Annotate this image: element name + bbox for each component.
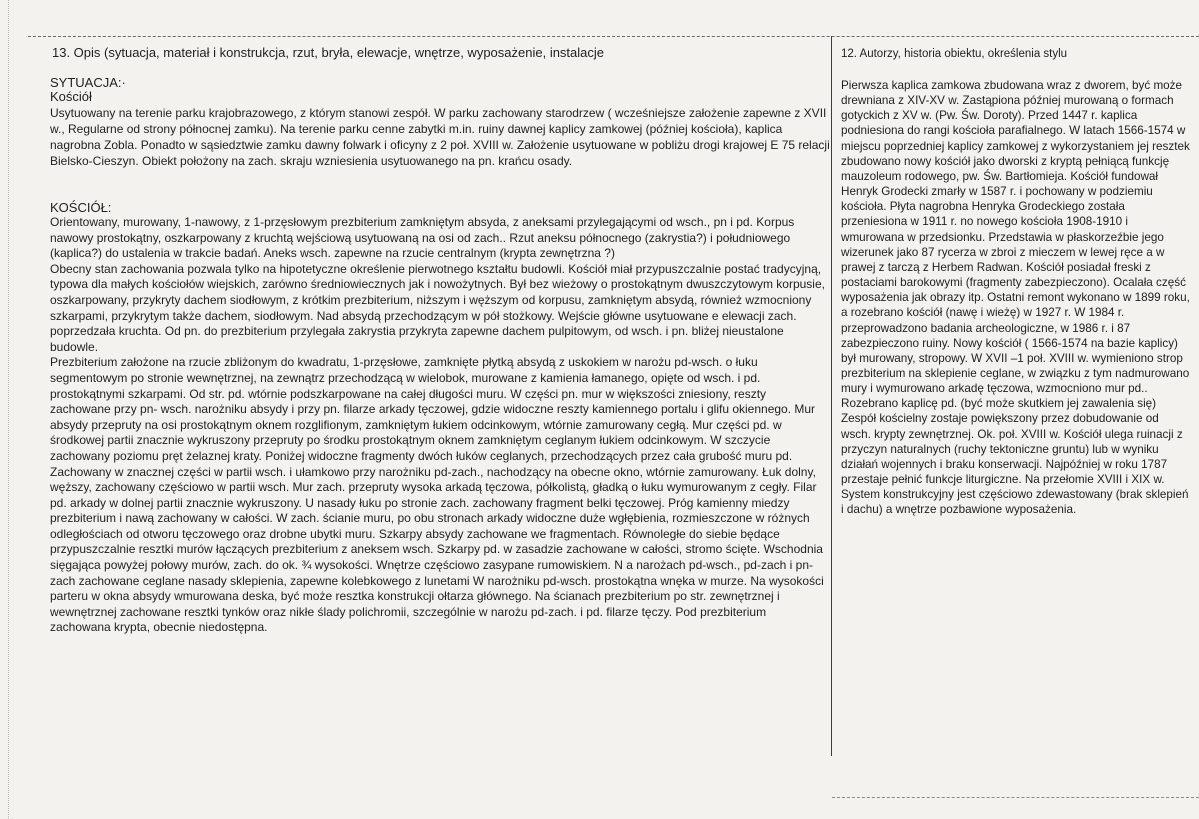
church-paragraph-2: Obecny stan zachowania pozwala tylko na hipotetyczne określenie pierwotnego kształtu budowli. Kościół miał przypuszczalnie postać tradycyjną, typowa dla małych kościołów wiejskich, zarówno średniowiecznych jak i nowożytnych. Był bez wieżowy o prostokątnym dwuszczytowym korpusie, oszkarpowany, przykryty dachem siodłowym, z krótkim prezbiterium, niższym i węższym od korpusu, zamkniętym absydą, również wzmocniony szkarpami, przykrytym także dachem, siodłowym. Nad absydą przechodzącym w pół stożkowy. Wejście główne usytuowane e elewacji zach. poprzedzała kruchta. Od pn. do prezbiterium przylegała zakrystia przykryta zapewne dachem pulpitowym, od wsch. i pn. bliżej nieustalone budowle. <box>50 261 825 354</box>
history-column <box>841 46 1191 518</box>
section-12-heading: 12. Autorzy, historia obiektu, określenia stylu <box>841 48 1068 60</box>
column-divider <box>831 36 832 756</box>
church-title: KOŚCIÓŁ: <box>50 200 112 215</box>
page-edge-line <box>8 0 9 819</box>
church-paragraph-3: Prezbiterium założone na rzucie zbliżonym do kwadratu, 1-przęsłowe, zamknięte płytką absydą z uskokiem w narożu pd-wsch. o łuku segmentowym po stronie wewnętrznej, na zewnątrz przechodzącą w wielobok, murowane z kamienia łamanego, opięte od wsch. i pd. prostokątnymi szkarpami. Od str. pd. wtórnie podszkarpowane na całej długości muru. W części pn. mur w większości zniesiony, reszty zachowane przy pn- wsch. narożniku absydy i przy pn. filarze arkady tęczowej, gdzie widoczne reszty kamiennego portalu i glifu okiennego. Mur absydy przepruty na osi prostokątnym oknem rozglifionym, zamkniętym łukiem odcinkowym, wtórnie zamurowany cegłą. Mur części pd. w środkowej partii znacznie wykruszony przepruty po środku prostokątnym oknem zamkniętym ceglanym łukiem odcinkowym. W szczycie zachowany poziomu pręt żelaznej kraty. Poniżej widoczne fragmenty dwóch łuków ceglanych, przechodzących przez cała grubość muru pd. Zachowany w znacznej części w partii wsch. i ułamkowo przy narożniku pd-zach., nachodzący na obecne okno, wtórnie zamurowany. Łuk dolny, węższy, zachowany częściowo w partii wsch. Mur zach. przepruty wysoka arkadą tęczowa, półkolistą, gładką o łuku wymurowanym z cegły. Filar pd. arkady w dolnej partii znacznie wykruszony. U nasady łuku po stronie zach. zachowany fragment belki tęczowej. Próg kamienny miedzy prezbiterium i nawą zachowany w całości. W zach. ścianie muru, po obu stronach arkady widoczne duże wgłębienia, rozmieszczone w różnych odległościach od otworu tęczowego oraz drobne ubytki muru. Szkarpy absydy zachowane we fragmentach. Równoległe do siebie będące przypuszczalnie resztki murów łączących prezbiterium z aneksem wsch. Szkarpy pd. w zasadzie zachowane w całości, stromo ścięte. Wschodnia sięgająca powyżej połowy murów, zach. do ok. ¾ wysokości. Wnętrze częściowo zasypane rumowiskiem. N a narożach pd-wsch., pd-zach i pn-zach zachowane ceglane nasady sklepienia, zapewne kolebkowego z lunetami W narożniku pd-wsch. prostokątna wnęka w murze. Na wysokości parteru w okna absydy wmurowana deska, być może resztka konstrukcji ołtarza głównego. Na ścianach prezbiterium po str. zewnętrznej i wewnętrznej zachowane resztki tynków oraz nikłe ślady polichromii, szczególnie w narożu pd-zach. i pd. filarze tęczy. Pod prezbiterium zachowana krypta, obecnie niedostępna. <box>50 355 824 635</box>
description-column <box>50 44 830 636</box>
situation-subject: Kościół <box>50 89 92 104</box>
church-paragraph-1: Orientowany, murowany, 1-nawowy, z 1-przęsłowym prezbiterium zamkniętym absyda, z aneksami przylegającymi od wsch., pn i pd. Korpus nawowy prostokątny, oszkarpowany z kruchtą wejściową usytuowaną na osi od zach.. Rzut aneksu północnego (zakrystia?) i południowego (kaplica?) do ustalenia w trakcie badań. Aneks wsch. zapewne na rzucie centralnym (krypta zewnętrzna ?) <box>50 215 795 261</box>
situation-paragraph: Usytuowany na terenie parku krajobrazowego, z którym stanowi zespół. W parku zachowany starodrzew ( wcześniejsze założenie zapewne z XVII w., Regularne od strony północnej zamku). Na terenie parku cenne zabytki m.in. ruiny dawnej kaplicy zamkowej (później kościoła), kaplica nagrobna Zobla. Ponadto w sąsiedztwie zamku dawny folwark i oficyny z 2 poł. XVIII w. Założenie usytuowane w pobliżu drogi krajowej E 75 relacji Bielsko-Cieszyn. Obiekt położony na zach. skraju wzniesienia usytuowanego na pn. krańcu osady. <box>50 106 830 168</box>
top-dashed-rule <box>28 36 1199 37</box>
history-paragraph: Pierwsza kaplica zamkowa zbudowana wraz z dworem, być może drewniana z XIV-XV w. Zastąpiona później murowaną o formach gotyckich z XV w. (Pw. Św. Doroty). Przed 1447 r. kaplica podniesiona do rangi kościoła parafialnego. W latach 1566-1574 w miejscu poprzedniej kaplicy zamkowej z wykorzystaniem jej resztek zbudowano nowy kościół jako dworski z kryptą pełniącą funkcję mauzoleum rodowego, pw. Św. Bartłomieja. Kościół fundował Henryk Grodecki zmarły w 1587 r. i pochowany w podziemiu kościoła. Płyta nagrobna Henryka Grodeckiego została przeniesiona w 1911 r. no nowego kościoła 1908-1910 i wmurowana w przedsionku. Przedstawia w płaskorzeźbie jego wizerunek jako 87 rycerza w zbroi z mieczem w lewej ręce a w prawej z tarczą z Herbem Radwan. Kościół posiadał freski z postaciami barokowymi (fragmenty zabezpieczono). Ocalała część wyposażenia jak obrazy itp. Ostatni remont wykonano w 1899 roku, a rozebrano kościół (nawę i wieżę) w 1927 r. W 1984 r. przeprowadzono badania archeologiczne, w 1986 r. i 87 zabezpieczono ruiny. Nowy kościół ( 1566-1574 na bazie kaplicy) był murowany, stropowy. W XVII –1 poł. XVIII w. wymieniono strop prezbiterium na sklepienie ceglane, w związku z tym nadmurowano mury i wymurowano arkadę tęczowa, wzmocniono mur pd.. Rozebrano kaplicę pd. (być może skutkiem jej zawalenia się) Zespół kościelny zostaje powiększony przez dobudowanie od wsch. krypty zewnętrznej. Ok. poł. XVIII w. Kościół ulega ruinacji z przyczyn naturalnych (ruchy tektoniczne gruntu) lub w wyniku działań wojennych i braku konserwacji. Najpóźniej w roku 1787 przestaje pełnić funkcje liturgiczne. Na przełomie XVIII i XIX w. System konstrukcyjny jest częściowo zdewastowany (brak sklepień i dachu) a wnętrze pozbawione wyposażenia. <box>841 79 1190 517</box>
section-13-heading: 13. Opis (sytuacja, materiał i konstrukcja, rzut, bryła, elewacje, wnętrze, wyposażenie, instalacje <box>52 45 605 60</box>
bottom-dashed-rule <box>832 797 1199 798</box>
section-spacer <box>50 169 830 201</box>
situation-title: SYTUACJA:· <box>50 75 126 90</box>
